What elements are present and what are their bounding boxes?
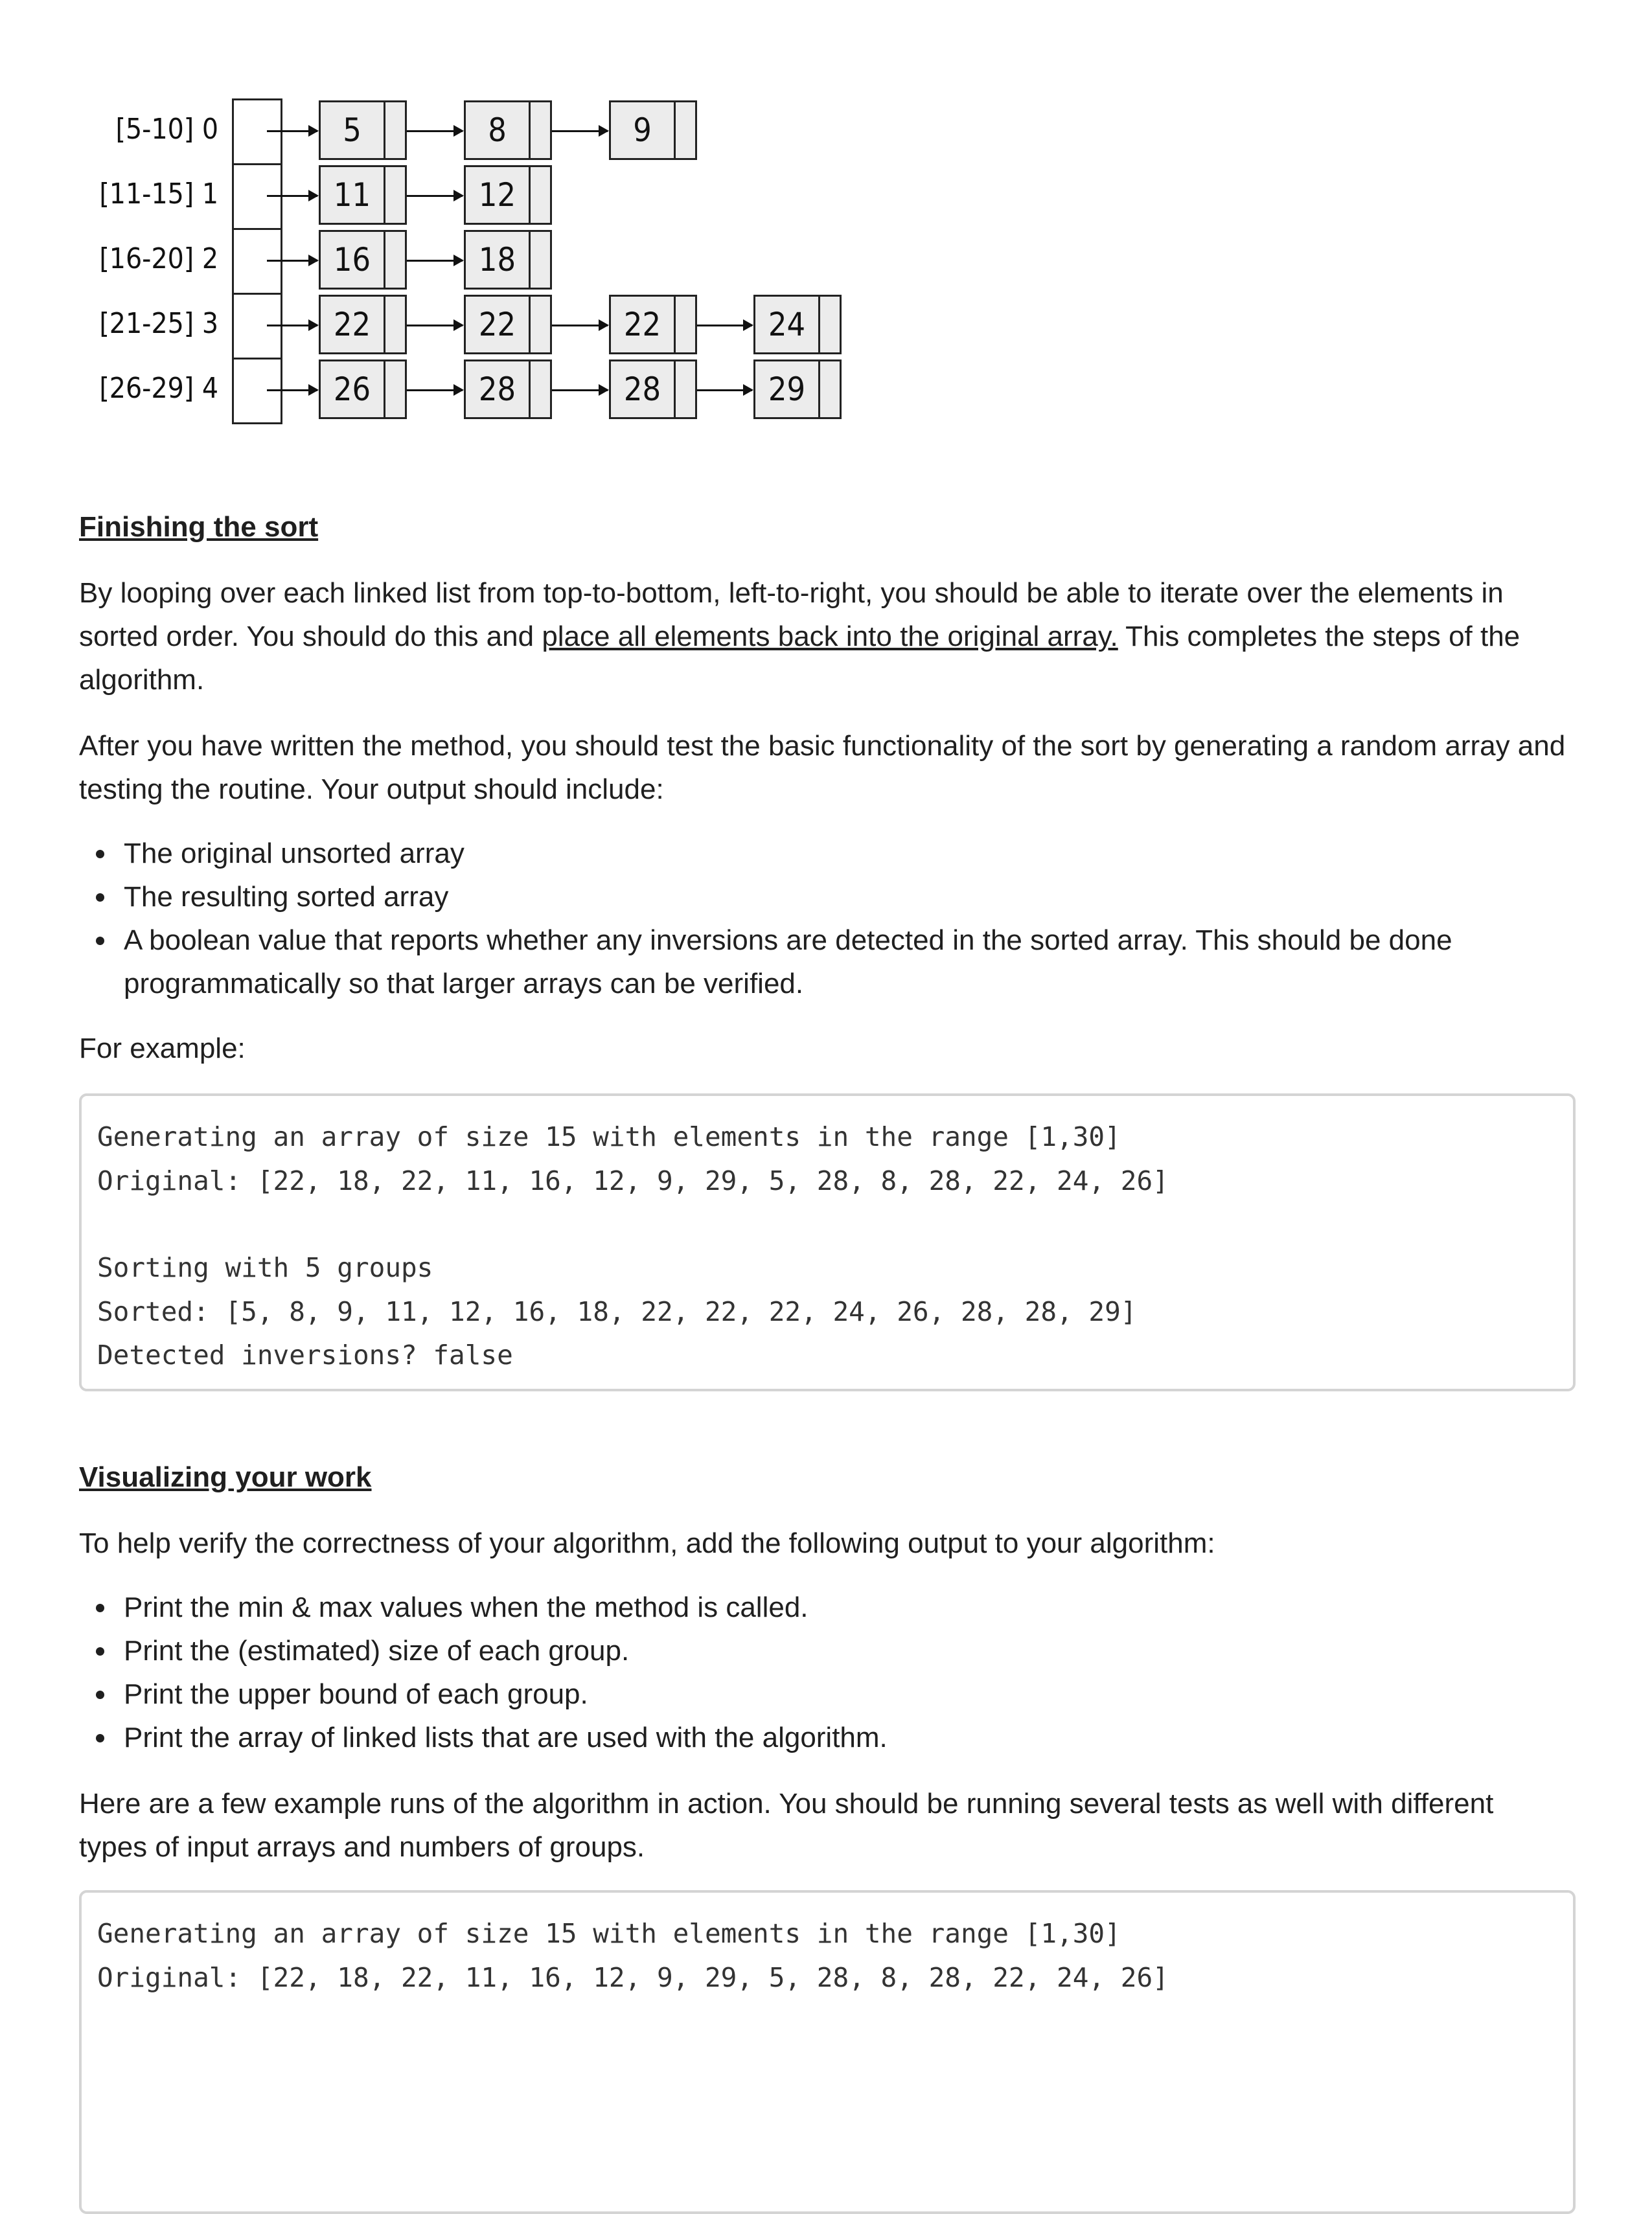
paragraph-visualizing: To help verify the correctness of your algorithm, add the following output to your algorithm: [79, 1527, 1215, 1559]
arrow-icon [407, 195, 463, 197]
list-node [753, 359, 842, 419]
paragraph-finishing [79, 571, 1569, 702]
list-item: Print the min & max values when the method is called. [79, 1586, 1569, 1629]
arrow-icon [697, 325, 752, 326]
output-requirements-list [79, 832, 1537, 1005]
node-pointer [818, 297, 840, 352]
list-node [319, 295, 407, 354]
code-line: Sorted: [5, 8, 9, 11, 12, 16, 18, 22, 22, 22, 24, 26, 28, 28, 29] [97, 1295, 1137, 1327]
list-item: The resulting sorted array [79, 875, 1537, 919]
arrow-icon [267, 260, 317, 262]
node-value: 22 [623, 306, 661, 343]
bucket-label: [5-10] 0 [115, 113, 218, 146]
list-node [464, 295, 552, 354]
arrow-icon [407, 130, 463, 132]
list-item: The original unsorted array [79, 832, 1537, 875]
arrow-icon [552, 130, 608, 132]
code-line: Sorting with 5 groups [97, 1252, 433, 1283]
arrow-icon [407, 260, 463, 262]
section-heading-visualizing: Visualizing your work [79, 1461, 372, 1493]
list-node [464, 359, 552, 419]
node-value: 12 [478, 176, 516, 214]
node-pointer [384, 102, 405, 158]
code-line: Detected inversions? false [97, 1340, 513, 1371]
node-value: 24 [768, 306, 806, 343]
bucket-label: [16-20] 2 [99, 242, 218, 275]
code-block-example-run [79, 1890, 1576, 2214]
list-node [319, 230, 407, 290]
list-item: Print the array of linked lists that are used with the algorithm. [79, 1716, 1569, 1759]
node-value: 26 [333, 371, 371, 408]
code-line: Generating an array of size 15 with elements in the range [1,30] [97, 1121, 1121, 1152]
node-pointer [384, 297, 405, 352]
node-value: 22 [478, 306, 516, 343]
node-pointer [529, 167, 550, 223]
bucket-label: [21-25] 3 [99, 307, 218, 340]
list-node [609, 359, 697, 419]
list-node [464, 165, 552, 225]
node-value: 5 [343, 111, 361, 149]
list-node [464, 230, 552, 290]
node-pointer [384, 361, 405, 417]
node-pointer [529, 102, 550, 158]
underlined-instruction: place all elements back into the original array. [542, 621, 1118, 652]
paragraph-example-runs: Here are a few example runs of the algorithm in action. You should be running several tests as well with different types of input arrays and numbers of groups. [79, 1788, 1494, 1863]
text: By looping over each linked list from top-to-bottom, left-to-right, you should be able to iterate over the elements in sorted order. You should do this and [79, 577, 1504, 652]
arrow-icon [267, 130, 317, 132]
arrow-icon [407, 389, 463, 391]
list-node [609, 295, 697, 354]
node-value: 11 [333, 176, 371, 214]
example-label: For example: [79, 1033, 246, 1064]
node-value: 9 [633, 111, 652, 149]
code-line: Generating an array of size 15 with elements in the range [1,30] [97, 1918, 1121, 1949]
node-pointer [529, 361, 550, 417]
node-value: 22 [333, 306, 371, 343]
arrow-icon [697, 389, 752, 391]
list-node [609, 100, 697, 160]
node-pointer [674, 361, 695, 417]
bucket-label: [26-29] 4 [99, 372, 218, 405]
node-pointer [529, 232, 550, 288]
node-value: 29 [768, 371, 806, 408]
code-line: Original: [22, 18, 22, 11, 16, 12, 9, 29, 5, 28, 8, 28, 22, 24, 26] [97, 1165, 1169, 1196]
list-node [319, 359, 407, 419]
list-node [319, 100, 407, 160]
arrow-icon [267, 325, 317, 326]
paragraph-testing: After you have written the method, you should test the basic functionality of the sort by generating a random array and testing the routine. Your output should include: [79, 730, 1566, 805]
arrow-icon [267, 389, 317, 391]
list-item: A boolean value that reports whether any inversions are detected in the sorted array. This should be done programmatically so that larger arrays can be verified. [79, 919, 1537, 1005]
list-node [464, 100, 552, 160]
node-value: 16 [333, 241, 371, 279]
arrow-icon [552, 325, 608, 326]
arrow-icon [267, 195, 317, 197]
list-item: Print the (estimated) size of each group. [79, 1629, 1569, 1672]
node-pointer [529, 297, 550, 352]
list-item: Print the upper bound of each group. [79, 1672, 1569, 1716]
node-value: 8 [488, 111, 507, 149]
list-node [753, 295, 842, 354]
visualization-list [79, 1586, 1569, 1759]
text: This completes the steps of the algorithm. [79, 621, 1520, 696]
node-pointer [674, 297, 695, 352]
bucket-label: [11-15] 1 [99, 177, 218, 211]
node-value: 28 [623, 371, 661, 408]
node-value: 28 [478, 371, 516, 408]
node-pointer [384, 167, 405, 223]
arrow-icon [552, 389, 608, 391]
section-heading-finishing-sort: Finishing the sort [79, 511, 319, 543]
node-pointer [384, 232, 405, 288]
list-node [319, 165, 407, 225]
code-line: Original: [22, 18, 22, 11, 16, 12, 9, 29, 5, 28, 8, 28, 22, 24, 26] [97, 1961, 1169, 1993]
code-block-example [79, 1093, 1576, 1391]
node-pointer [818, 361, 840, 417]
arrow-icon [407, 325, 463, 326]
node-value: 18 [478, 241, 516, 279]
node-pointer [674, 102, 695, 158]
